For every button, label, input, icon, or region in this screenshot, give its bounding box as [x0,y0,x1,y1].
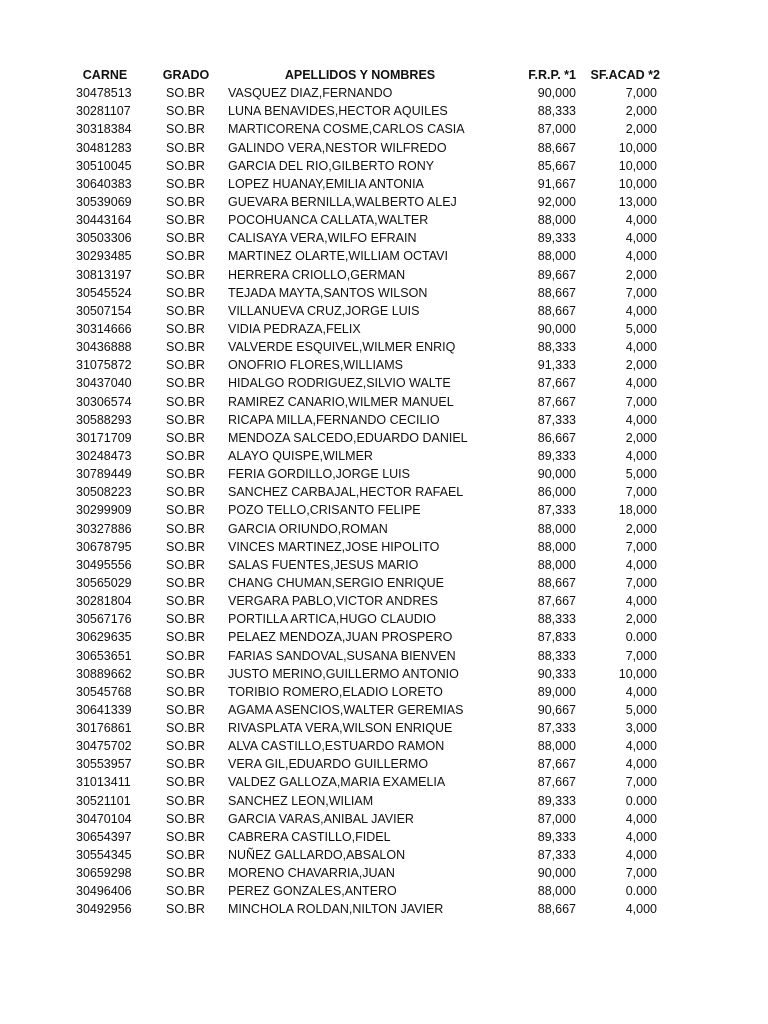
sf-acad-cell: 4,000 [625,594,657,609]
name-cell: GALINDO VERA,NESTOR WILFREDO [228,140,447,155]
sf-acad-cell: 2,000 [625,358,657,373]
sf-acad-cell: 0.000 [625,630,657,645]
table-row [0,102,768,120]
table-row [0,211,768,229]
grado-cell: SO.BR [166,594,205,609]
grado-cell: SO.BR [166,775,205,790]
carne-cell: 30503306 [76,231,132,246]
grado-cell: SO.BR [166,321,205,336]
carne-cell: 30470104 [76,811,132,826]
table-row [0,538,768,556]
grado-cell: SO.BR [166,86,205,101]
table-row [0,483,768,501]
table-row [0,900,768,918]
table-row [0,247,768,265]
sf-acad-cell: 4,000 [625,448,657,463]
grado-cell: SO.BR [166,666,205,681]
frp-cell: 92,000 [537,194,576,209]
frp-cell: 88,333 [537,340,576,355]
grado-cell: SO.BR [166,376,205,391]
carne-cell: 30539069 [76,194,132,209]
table-row [0,792,768,810]
table-row [0,284,768,302]
carne-cell: 30437040 [76,376,132,391]
carne-cell: 30306574 [76,394,132,409]
name-cell: PEREZ GONZALES,ANTERO [228,884,397,899]
table-row [0,447,768,465]
header-grado: GRADO [162,68,210,82]
name-cell: MINCHOLA ROLDAN,NILTON JAVIER [228,902,444,917]
name-cell: ONOFRIO FLORES,WILLIAMS [228,358,404,373]
frp-cell: 88,000 [537,739,576,754]
sf-acad-cell: 4,000 [625,739,657,754]
grado-cell: SO.BR [166,539,205,554]
name-cell: VASQUEZ DIAZ,FERNANDO [228,86,393,101]
table-row [0,175,768,193]
grado-cell: SO.BR [166,485,205,500]
name-cell: PORTILLA ARTICA,HUGO CLAUDIO [228,612,436,627]
frp-cell: 87,333 [537,721,576,736]
carne-cell: 30475702 [76,739,132,754]
sf-acad-cell: 10,000 [618,176,657,191]
carne-cell: 30327886 [76,521,132,536]
sf-acad-cell: 4,000 [625,829,657,844]
table-row [0,120,768,138]
carne-cell: 30293485 [76,249,132,264]
name-cell: CALISAYA VERA,WILFO EFRAIN [228,231,417,246]
name-cell: SANCHEZ LEON,WILIAM [228,793,374,808]
frp-cell: 88,000 [537,213,576,228]
grado-cell: SO.BR [166,231,205,246]
grado-cell: SO.BR [166,249,205,264]
carne-cell: 30678795 [76,539,132,554]
name-cell: SALAS FUENTES,JESUS MARIO [228,557,419,572]
grado-cell: SO.BR [166,213,205,228]
carne-cell: 30496406 [76,884,132,899]
carne-cell: 30588293 [76,412,132,427]
frp-cell: 87,667 [537,376,576,391]
table-row [0,501,768,519]
table-row [0,429,768,447]
sf-acad-cell: 3,000 [625,721,657,736]
grado-cell: SO.BR [166,176,205,191]
frp-cell: 90,333 [537,666,576,681]
carne-cell: 30654397 [76,829,132,844]
frp-cell: 89,667 [537,267,576,282]
carne-cell: 30554345 [76,848,132,863]
frp-cell: 85,667 [537,158,576,173]
carne-cell: 30299909 [76,503,132,518]
sf-acad-cell: 0.000 [625,793,657,808]
table-row [0,628,768,646]
table-row [0,374,768,392]
table-row [0,701,768,719]
name-cell: CABRERA CASTILLO,FIDEL [228,829,391,844]
frp-cell: 89,000 [537,684,576,699]
frp-cell: 88,333 [537,648,576,663]
name-cell: GARCIA VARAS,ANIBAL JAVIER [228,811,414,826]
grado-cell: SO.BR [166,648,205,663]
carne-cell: 30640383 [76,176,132,191]
table-row [0,846,768,864]
carne-cell: 30318384 [76,122,132,137]
frp-cell: 88,333 [537,612,576,627]
grado-cell: SO.BR [166,793,205,808]
sf-acad-cell: 4,000 [625,848,657,863]
frp-cell: 90,667 [537,702,576,717]
sf-acad-cell: 2,000 [625,612,657,627]
name-cell: CHANG CHUMAN,SERGIO ENRIQUE [228,575,444,590]
table-row [0,864,768,882]
sf-acad-cell: 2,000 [625,521,657,536]
sf-acad-cell: 0.000 [625,884,657,899]
name-cell: ALVA CASTILLO,ESTUARDO RAMON [228,739,445,754]
table-row [0,157,768,175]
frp-cell: 88,667 [537,303,576,318]
frp-cell: 87,833 [537,630,576,645]
grado-cell: SO.BR [166,104,205,119]
grado-cell: SO.BR [166,467,205,482]
grado-cell: SO.BR [166,340,205,355]
name-cell: NUÑEZ GALLARDO,ABSALON [228,848,406,863]
frp-cell: 88,000 [537,249,576,264]
carne-cell: 30507154 [76,303,132,318]
name-cell: VIDIA PEDRAZA,FELIX [228,321,361,336]
frp-cell: 87,333 [537,848,576,863]
grado-cell: SO.BR [166,503,205,518]
grado-cell: SO.BR [166,358,205,373]
frp-cell: 89,333 [537,829,576,844]
carne-cell: 31013411 [76,775,131,790]
header-frp: F.R.P. *1 [528,68,576,82]
frp-cell: 90,000 [537,866,576,881]
carne-cell: 30629635 [76,630,132,645]
sf-acad-cell: 4,000 [625,249,657,264]
header-apellidos-y-nombres: APELLIDOS Y NOMBRES [284,68,436,82]
header-carne: CARNE [82,68,128,82]
carne-cell: 30481283 [76,140,132,155]
sf-acad-cell: 4,000 [625,213,657,228]
sf-acad-cell: 4,000 [625,557,657,572]
frp-cell: 88,000 [537,884,576,899]
grado-cell: SO.BR [166,122,205,137]
name-cell: TORIBIO ROMERO,ELADIO LORETO [228,684,443,699]
grado-cell: SO.BR [166,430,205,445]
name-cell: VERA GIL,EDUARDO GUILLERMO [228,757,429,772]
carne-cell: 30567176 [76,612,132,627]
frp-cell: 91,333 [537,358,576,373]
carne-cell: 30436888 [76,340,132,355]
frp-cell: 87,333 [537,412,576,427]
grado-cell: SO.BR [166,902,205,917]
grado-cell: SO.BR [166,285,205,300]
carne-cell: 30314666 [76,321,132,336]
frp-cell: 87,667 [537,775,576,790]
name-cell: VALDEZ GALLOZA,MARIA EXAMELIA [228,775,446,790]
name-cell: PELAEZ MENDOZA,JUAN PROSPERO [228,630,453,645]
frp-cell: 87,000 [537,811,576,826]
sf-acad-cell: 4,000 [625,412,657,427]
table-row [0,411,768,429]
grado-cell: SO.BR [166,884,205,899]
frp-cell: 87,000 [537,122,576,137]
grado-cell: SO.BR [166,811,205,826]
carne-cell: 30653651 [76,648,132,663]
frp-cell: 87,667 [537,594,576,609]
name-cell: JUSTO MERINO,GUILLERMO ANTONIO [228,666,459,681]
table-row [0,338,768,356]
name-cell: RAMIREZ CANARIO,WILMER MANUEL [228,394,454,409]
name-cell: VINCES MARTINEZ,JOSE HIPOLITO [228,539,440,554]
carne-cell: 30659298 [76,866,132,881]
sf-acad-cell: 7,000 [625,394,657,409]
carne-cell: 31075872 [76,358,132,373]
sf-acad-cell: 7,000 [625,285,657,300]
name-cell: HERRERA CRIOLLO,GERMAN [228,267,406,282]
sf-acad-cell: 4,000 [625,902,657,917]
carne-cell: 30281804 [76,594,132,609]
name-cell: VALVERDE ESQUIVEL,WILMER ENRIQ [228,340,456,355]
table-row [0,610,768,628]
sf-acad-cell: 5,000 [625,321,657,336]
grado-cell: SO.BR [166,557,205,572]
carne-cell: 30553957 [76,757,132,772]
name-cell: GARCIA DEL RIO,GILBERTO RONY [228,158,435,173]
grado-cell: SO.BR [166,412,205,427]
table-row [0,828,768,846]
frp-cell: 89,333 [537,448,576,463]
carne-cell: 30176861 [76,721,132,736]
sf-acad-cell: 7,000 [625,866,657,881]
sf-acad-cell: 7,000 [625,575,657,590]
grado-cell: SO.BR [166,866,205,881]
frp-cell: 88,333 [537,104,576,119]
sf-acad-cell: 10,000 [618,666,657,681]
carne-cell: 30510045 [76,158,132,173]
frp-cell: 90,000 [537,467,576,482]
frp-cell: 91,667 [537,176,576,191]
table-row [0,229,768,247]
grado-cell: SO.BR [166,158,205,173]
name-cell: MARTICORENA COSME,CARLOS CASIA [228,122,465,137]
sf-acad-cell: 10,000 [618,140,657,155]
sf-acad-cell: 4,000 [625,303,657,318]
sf-acad-cell: 4,000 [625,811,657,826]
sf-acad-cell: 7,000 [625,539,657,554]
frp-cell: 90,000 [537,86,576,101]
table-body [0,84,768,918]
carne-cell: 30248473 [76,448,132,463]
name-cell: HIDALGO RODRIGUEZ,SILVIO WALTE [228,376,451,391]
carne-cell: 30565029 [76,575,132,590]
carne-cell: 30281107 [76,104,131,119]
frp-cell: 88,667 [537,575,576,590]
grado-cell: SO.BR [166,448,205,463]
name-cell: SANCHEZ CARBAJAL,HECTOR RAFAEL [228,485,464,500]
grado-cell: SO.BR [166,739,205,754]
frp-cell: 86,000 [537,485,576,500]
table-row [0,556,768,574]
sf-acad-cell: 2,000 [625,104,657,119]
name-cell: POZO TELLO,CRISANTO FELIPE [228,503,421,518]
table-row [0,882,768,900]
table-header-row [0,66,768,84]
frp-cell: 88,667 [537,902,576,917]
grado-cell: SO.BR [166,612,205,627]
table-row [0,356,768,374]
frp-cell: 88,000 [537,521,576,536]
table-row [0,139,768,157]
carne-cell: 30813197 [76,267,132,282]
carne-cell: 30545768 [76,684,132,699]
sf-acad-cell: 2,000 [625,267,657,282]
carne-cell: 30889662 [76,666,132,681]
table-row [0,647,768,665]
sf-acad-cell: 10,000 [618,158,657,173]
sf-acad-cell: 7,000 [625,775,657,790]
grado-cell: SO.BR [166,702,205,717]
grado-cell: SO.BR [166,194,205,209]
name-cell: AGAMA ASENCIOS,WALTER GEREMIAS [228,702,464,717]
carne-cell: 30641339 [76,702,132,717]
frp-cell: 89,333 [537,231,576,246]
table-row [0,574,768,592]
table-row [0,719,768,737]
frp-cell: 87,333 [537,503,576,518]
sf-acad-cell: 5,000 [625,702,657,717]
carne-cell: 30443164 [76,213,132,228]
carne-cell: 30508223 [76,485,132,500]
sf-acad-cell: 18,000 [618,503,657,518]
frp-cell: 88,667 [537,140,576,155]
table-row [0,193,768,211]
grado-cell: SO.BR [166,303,205,318]
sf-acad-cell: 4,000 [625,231,657,246]
sf-acad-cell: 2,000 [625,122,657,137]
carne-cell: 30492956 [76,902,132,917]
grado-cell: SO.BR [166,848,205,863]
name-cell: MENDOZA SALCEDO,EDUARDO DANIEL [228,430,468,445]
name-cell: POCOHUANCA CALLATA,WALTER [228,213,429,228]
table-row [0,393,768,411]
table-row [0,302,768,320]
carne-cell: 30171709 [76,430,132,445]
table-row [0,665,768,683]
carne-cell: 30521101 [76,793,131,808]
name-cell: VILLANUEVA CRUZ,JORGE LUIS [228,303,420,318]
carne-cell: 30495556 [76,557,132,572]
sf-acad-cell: 4,000 [625,376,657,391]
sf-acad-cell: 13,000 [618,194,657,209]
sf-acad-cell: 7,000 [625,485,657,500]
grado-cell: SO.BR [166,575,205,590]
name-cell: MARTINEZ OLARTE,WILLIAM OCTAVI [228,249,448,264]
table-row [0,683,768,701]
table-row [0,755,768,773]
sf-acad-cell: 4,000 [625,684,657,699]
grado-cell: SO.BR [166,521,205,536]
name-cell: FARIAS SANDOVAL,SUSANA BIENVEN [228,648,456,663]
student-grades-table [0,66,768,919]
sf-acad-cell: 4,000 [625,340,657,355]
grado-cell: SO.BR [166,721,205,736]
name-cell: MORENO CHAVARRIA,JUAN [228,866,395,881]
header-sf-acad: SF.ACAD *2 [590,68,660,82]
grado-cell: SO.BR [166,757,205,772]
frp-cell: 88,000 [537,539,576,554]
name-cell: FERIA GORDILLO,JORGE LUIS [228,467,410,482]
sf-acad-cell: 4,000 [625,757,657,772]
sf-acad-cell: 2,000 [625,430,657,445]
sf-acad-cell: 5,000 [625,467,657,482]
sf-acad-cell: 7,000 [625,648,657,663]
name-cell: TEJADA MAYTA,SANTOS WILSON [228,285,428,300]
frp-cell: 86,667 [537,430,576,445]
table-row [0,520,768,538]
grado-cell: SO.BR [166,267,205,282]
grado-cell: SO.BR [166,829,205,844]
name-cell: GARCIA ORIUNDO,ROMAN [228,521,388,536]
name-cell: ALAYO QUISPE,WILMER [228,448,373,463]
name-cell: LOPEZ HUANAY,EMILIA ANTONIA [228,176,424,191]
table-row [0,773,768,791]
grado-cell: SO.BR [166,684,205,699]
table-row [0,320,768,338]
sf-acad-cell: 7,000 [625,86,657,101]
table-row [0,465,768,483]
frp-cell: 87,667 [537,394,576,409]
name-cell: RICAPA MILLA,FERNANDO CECILIO [228,412,440,427]
grado-cell: SO.BR [166,630,205,645]
name-cell: LUNA BENAVIDES,HECTOR AQUILES [228,104,448,119]
name-cell: GUEVARA BERNILLA,WALBERTO ALEJ [228,194,457,209]
table-row [0,266,768,284]
frp-cell: 88,000 [537,557,576,572]
frp-cell: 88,667 [537,285,576,300]
grado-cell: SO.BR [166,140,205,155]
carne-cell: 30545524 [76,285,132,300]
table-row [0,737,768,755]
table-row [0,592,768,610]
frp-cell: 89,333 [537,793,576,808]
name-cell: RIVASPLATA VERA,WILSON ENRIQUE [228,721,453,736]
frp-cell: 87,667 [537,757,576,772]
table-row [0,810,768,828]
frp-cell: 90,000 [537,321,576,336]
name-cell: VERGARA PABLO,VICTOR ANDRES [228,594,439,609]
grado-cell: SO.BR [166,394,205,409]
table-row [0,84,768,102]
carne-cell: 30478513 [76,86,132,101]
carne-cell: 30789449 [76,467,132,482]
